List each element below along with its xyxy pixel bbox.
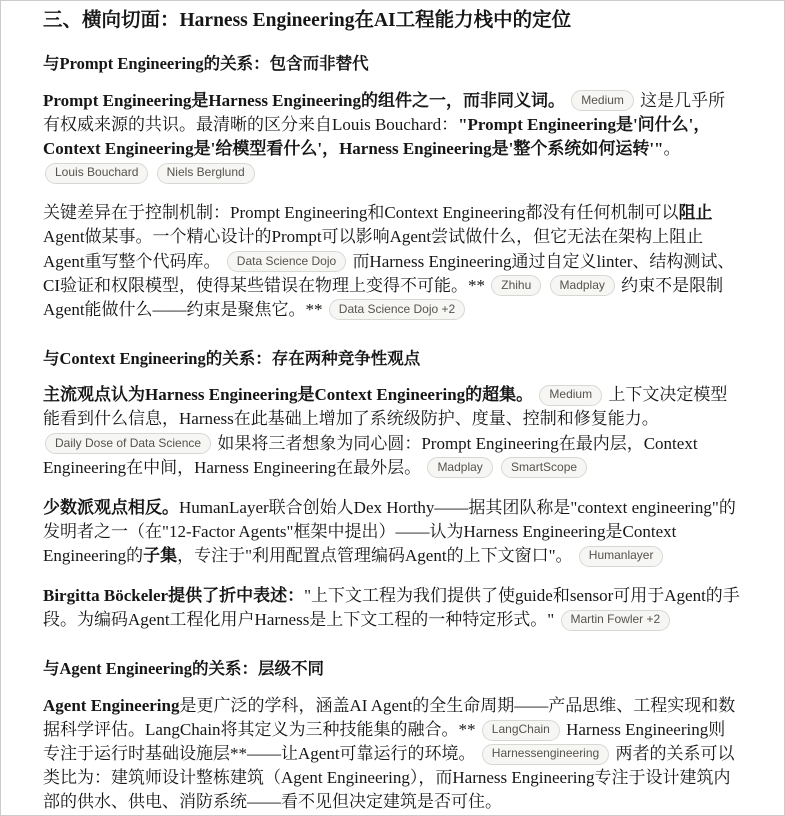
citation-badge[interactable]: Madplay [427, 457, 492, 478]
text-run: Harness Engineering则专注于运行时基础设施层**——让Agent可靠运行的环境。 [43, 720, 726, 764]
text-run: HumanLayer联合创始人Dex Horthy——据其团队称是"context engineering"的发明者之一（在"12-Factor Agents"框架中提出）——认为Harness Engineering是Context Engineering的 [43, 497, 736, 566]
text-run-bold: Prompt Engineering是Harness Engineering的组件之一，而非同义词。 [43, 90, 565, 110]
paragraph [43, 694, 742, 815]
section-prompt-engineering [43, 53, 742, 322]
text-run-bold: Agent Engineering [43, 695, 180, 715]
text-run-bold: 少数派观点相反。 [43, 497, 179, 517]
section-heading: 与Prompt Engineering的关系：包含而非替代 [43, 54, 369, 74]
paragraph [43, 383, 742, 480]
citation-badge[interactable]: Humanlayer [579, 546, 664, 567]
citation-badge[interactable]: Louis Bouchard [45, 163, 148, 184]
paragraph [43, 89, 742, 186]
page-title: 三、横向切面：Harness Engineering在AI工程能力栈中的定位 [43, 10, 572, 31]
text-run: 是更广泛的学科，涵盖AI Agent的全生命周期——产品思维、工程实现和数据科学评估。LangChain将其定义为三种技能集的融合。** [43, 695, 736, 739]
paragraph [43, 496, 742, 568]
citation-badge[interactable]: Martin Fowler +2 [561, 610, 671, 631]
text-run: 。 [663, 139, 681, 158]
citation-badge[interactable]: Daily Dose of Data Science [45, 433, 211, 454]
text-run: ，专注于"利用配置点管理编码Agent的上下文窗口"。 [177, 546, 573, 566]
citation-badge[interactable]: LangChain [482, 720, 560, 741]
citation-badge[interactable]: Niels Berglund [157, 163, 255, 184]
section-agent-engineering [43, 658, 742, 814]
document-body [1, 1, 784, 815]
text-run: 这是几乎所有权威来源的共识。最清晰的区分来自Louis Bouchard： [43, 90, 726, 134]
text-run: 而Harness Engineering通过自定义linter、结构测试、CI验证和权限模型，使得某些错误在物理上变得不可能。** [43, 251, 735, 295]
section-context-engineering [43, 348, 742, 633]
citation-badge[interactable]: Medium [539, 385, 602, 406]
citation-badge[interactable]: Medium [571, 90, 634, 111]
text-run-bold: 阻止 [678, 203, 713, 223]
citation-badge[interactable]: Data Science Dojo [227, 251, 346, 272]
citation-badge[interactable]: Data Science Dojo +2 [329, 299, 465, 320]
text-run: "上下文工程为我们提供了使guide和sensor可用于Agent的手段。为编码Agent工程化用户Harness是上下文工程的一种特定形式。" [43, 586, 740, 630]
text-run: 如果将三者想象为同心圆：Prompt Engineering在最内层，Context Engineering在中间，Harness Engineering在最外层。 [43, 433, 698, 477]
text-run: 约束不是限制Agent能做什么——约束是聚焦它。** [43, 275, 724, 319]
section-heading: 与Context Engineering的关系：存在两种竞争性观点 [43, 348, 421, 368]
text-run: 两者的关系可以类比为：建筑师设计整栋建筑（Agent Engineering），而Harness Engineering专注于设计建筑内部的供水、供电、消防系统——看不见但决定建筑是否可住。 [43, 744, 735, 812]
citation-badge[interactable]: Zhihu [491, 275, 541, 296]
citation-badge[interactable]: Harnessengineering [482, 744, 609, 765]
text-run-bold: 主流观点认为Harness Engineering是Context Engineering的超集。 [43, 385, 534, 405]
paragraph [43, 201, 742, 322]
text-run-bold: "Prompt Engineering是'问什么'，Context Engineering是'给模型看什么'，Harness Engineering是'整个系统如何运转'" [43, 114, 711, 158]
text-run: 关键差异在于控制机制：Prompt Engineering和Context Engineering都没有任何机制可以 [43, 203, 679, 223]
section-heading: 与Agent Engineering的关系：层级不同 [43, 659, 324, 679]
citation-badge[interactable]: Madplay [550, 275, 615, 296]
text-run-bold: Birgitta Böckeler提供了折中表述： [43, 586, 305, 606]
paragraph [43, 584, 742, 632]
text-run-bold: 子集 [143, 546, 178, 566]
text-run: 上下文决定模型能看到什么信息，Harness在此基础上增加了系统级防护、度量、控制和修复能力。 [43, 385, 728, 429]
citation-badge[interactable]: SmartScope [501, 457, 587, 478]
text-run: Agent做某事。一个精心设计的Prompt可以影响Agent尝试做什么，但它无法在架构上阻止Agent重写整个代码库。 [43, 227, 704, 271]
